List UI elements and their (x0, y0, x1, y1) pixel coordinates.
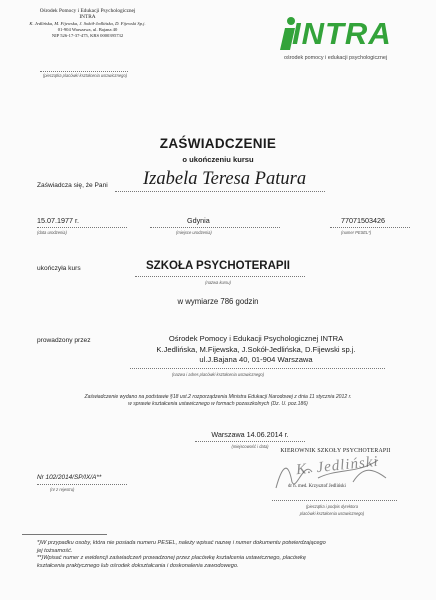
director-stamp-name: dr n. med. Krzysztof Jedliński (288, 484, 346, 489)
birth-place-dotted-line (150, 227, 280, 228)
organizer-label: prowadzony przez (37, 337, 91, 344)
recipient-dotted-line (115, 191, 325, 192)
registry-caption: (nr z rejestru) (50, 487, 75, 492)
footnote-rule (22, 534, 107, 535)
director-caption-line1: (pieczątka i podpis dyrektora (305, 504, 359, 509)
issuer-stamp (20, 8, 155, 39)
organizer-block (106, 334, 406, 366)
footnote-2-line2: kształcenia praktycznego lub ośrodek dokształcania i doskonalenia zawodowego. (37, 562, 239, 569)
legal-basis-line1: Zaświadczenie wydano na podstawie §18 ust.2 rozporządzenia Ministra Edukacji Narodowej z dnia 11 stycznia 2012 r. (84, 394, 352, 400)
birth-date-caption: (data urodzenia) (37, 230, 67, 235)
footnotes (37, 540, 422, 570)
course-hours: w wymiarze 786 godzin (177, 297, 259, 306)
director-signature-text: K. Jedliński (295, 453, 380, 479)
director-stamp-title: KIEROWNIK SZKOŁY PSYCHOTERAPII (280, 448, 391, 454)
registry-number: Nr 102/2014/SP/IX/A** (37, 474, 102, 481)
issuer-stamp-dotted-line (40, 71, 128, 72)
course-dotted-line (135, 276, 305, 277)
course-name: SZKOŁA PSYCHOTERAPII (146, 260, 290, 272)
organizer-dotted-line (130, 368, 385, 369)
issuer-stamp-line5: NIP 526-17-37-475, KRS 0000395732 (51, 33, 124, 39)
birth-date: 15.07.1977 r. (37, 216, 79, 225)
recipient-name: Izabela Teresa Patura (143, 169, 307, 189)
organizer-line1: Ośrodek Pomocy i Edukacji Psychologicznej INTRA (168, 334, 344, 343)
recipient-label: Zaświadcza się, że Pani (37, 182, 108, 189)
footnote-2-line1: **)Wpisać numer z ewidencji zaświadczeń prowadzonej przez placówkę kształcenia ustawicznego, placówkę (37, 555, 306, 562)
issuer-stamp-line3: K. Jedlińska, M. Fijewska, J. Sokół-Jedlińska, D. Fijewski Sp.j. (29, 20, 146, 26)
intra-logo-tagline: ośrodek pomocy i edukacji psychologicznej (284, 55, 388, 61)
issue-place-date: Warszawa 14.06.2014 r. (211, 430, 289, 439)
pesel-number: 77071503426 (341, 216, 385, 225)
registry-dotted-line (37, 484, 127, 485)
organizer-line2: K.Jedlińska, M.Fijewska, J.Sokół-Jedlińska, D.Fijewski sp.j. (156, 344, 356, 354)
organizer-caption: (nazwa i adres placówki kształcenia ustawicznego) (171, 372, 265, 377)
pesel-dotted-line (330, 227, 410, 228)
legal-basis-line2: w sprawie kształcenia ustawicznego w formach pozaszkolnych (Dz. U. poz.186) (128, 401, 308, 408)
certificate-title: ZAŚWIADCZENIE (159, 136, 277, 151)
birth-place-caption: (miejsce urodzenia) (176, 230, 212, 235)
pesel-caption: (numer PESEL*) (341, 230, 372, 235)
birth-date-dotted-line (37, 227, 127, 228)
issuer-stamp-line2: INTRA (79, 14, 96, 21)
intra-logo-word: INTRA (292, 16, 392, 51)
director-signature-scribble (268, 448, 403, 494)
director-stamp (268, 448, 403, 494)
issue-caption: (miejscowość i data) (231, 444, 269, 449)
footnote-1-line2: jej tożsamość. (37, 547, 73, 554)
issuer-stamp-caption: (pieczątka placówki kształcenia ustawicznego) (42, 73, 128, 78)
director-caption (262, 503, 402, 517)
organizer-line3: ul.J.Bajana 40, 01-904 Warszawa (199, 355, 313, 364)
issuer-stamp-line4: 01-904 Warszawa, ul. Bajana 40 (57, 26, 118, 32)
birth-place: Gdynia (187, 216, 210, 225)
legal-basis (0, 394, 436, 409)
issuer-stamp-line1: Ośrodek Pomocy i Edukacji Psychologicznej (39, 8, 136, 14)
issue-dotted-line (195, 441, 305, 442)
course-name-caption: (nazwa kursu) (205, 280, 231, 285)
footnote-1-line1: *)W przypadku osoby, która nie posiada numeru PESEL, należy wpisać nazwę i numer dokumentu potwierdzającego (37, 540, 326, 546)
director-caption-line2: placówki kształcenia ustawicznego) (299, 511, 365, 516)
certificate-subtitle: o ukończeniu kursu (182, 155, 254, 164)
course-label: ukończyła kurs (37, 265, 81, 272)
director-dotted-line (272, 500, 397, 501)
